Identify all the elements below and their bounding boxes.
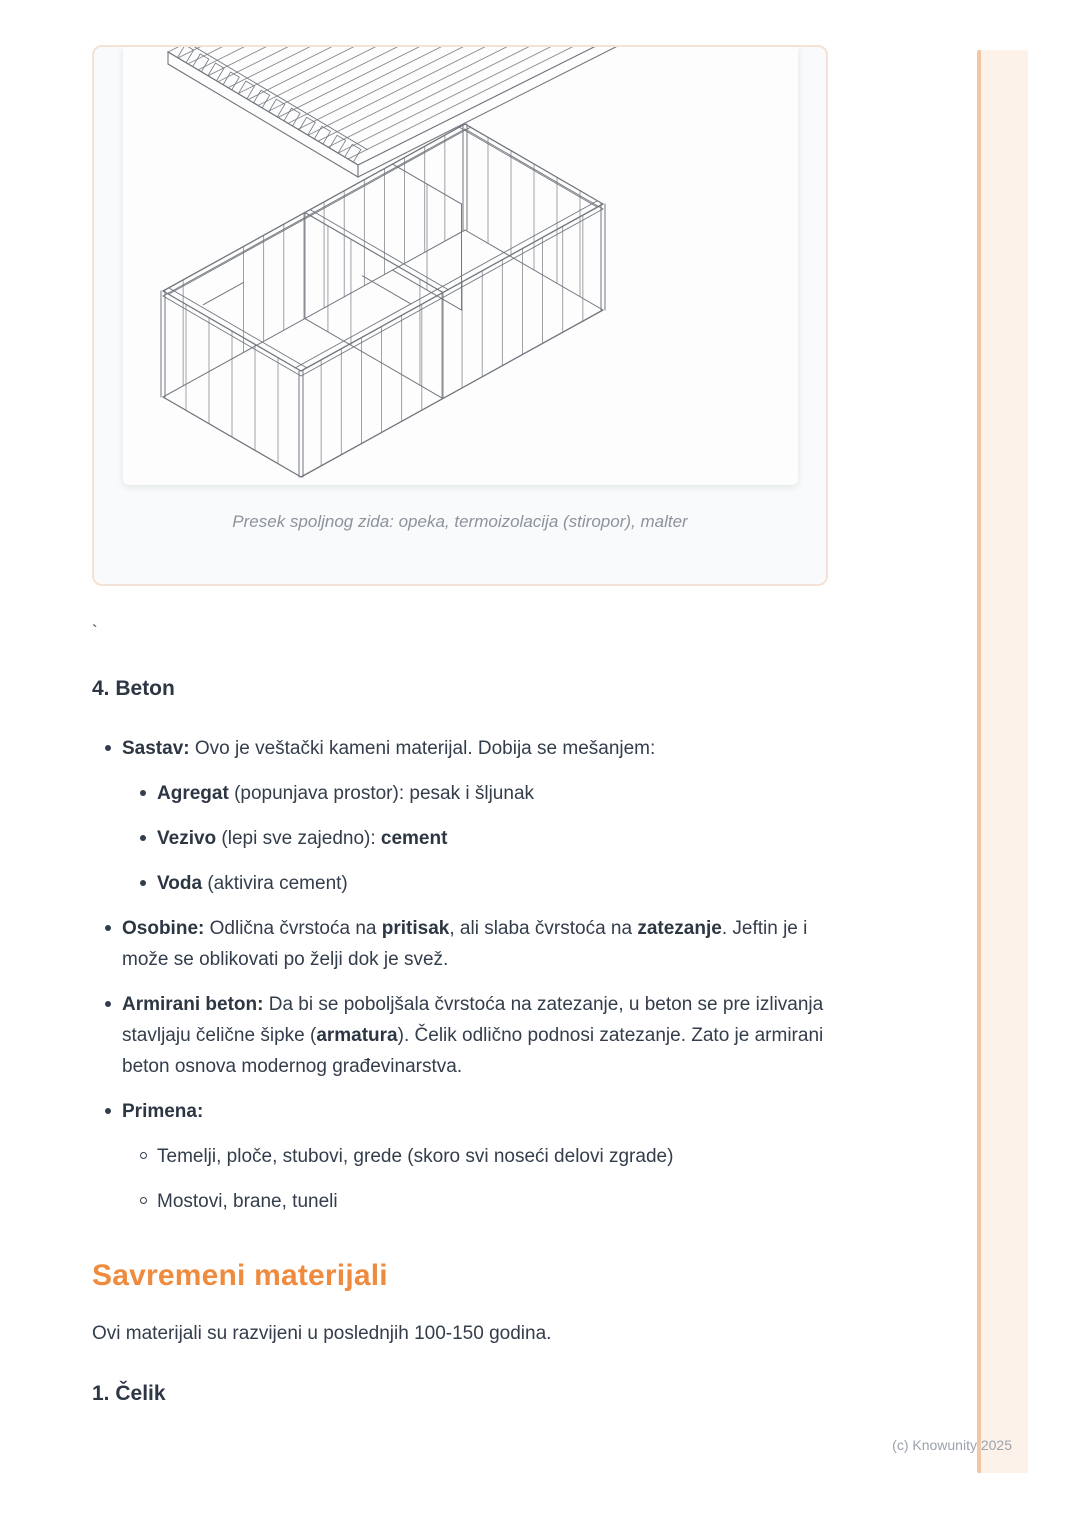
list-item-text: Primena: — [122, 1101, 204, 1122]
list-item — [157, 1141, 828, 1172]
list-item-text: Vezivo (lepi sve zajedno): cement — [157, 828, 448, 849]
bullet-marker — [140, 790, 146, 796]
bullet-marker — [140, 1197, 147, 1204]
list-item — [157, 823, 828, 854]
list-item-text: Agregat (popunjava prostor): pesak i šljunak — [157, 783, 535, 804]
bullet-marker — [105, 1108, 111, 1114]
bullet-marker — [140, 1152, 147, 1159]
list-item — [122, 733, 828, 899]
list-item-text: Mostovi, brane, tuneli — [157, 1191, 338, 1212]
isometric-frame-drawing — [123, 47, 798, 485]
savremeni-intro: Ovi materijali su razvijeni u poslednjih 100-150 godina. — [92, 1323, 552, 1344]
savremeni-heading: Savremeni materijali — [92, 1259, 388, 1292]
list-item — [157, 1186, 828, 1217]
list-item-text: Armirani beton: Da bi se poboljšala čvrstoća na zatezanje, u beton se pre izlivanja stavljaju čelične šipke (armatura). Čelik odlično podnosi zatezanje. Zato je armirani beton osnova modernog građevinarstva. — [122, 994, 824, 1077]
document-content — [92, 45, 828, 1406]
list-item — [122, 989, 828, 1082]
list-item — [122, 913, 828, 975]
frame-structure-illustration — [123, 47, 798, 485]
list-item — [122, 1096, 828, 1217]
beton-list — [92, 733, 828, 1217]
figure-caption: Presek spoljnog zida: opeka, termoizolacija (stiropor), malter — [232, 512, 688, 531]
bullet-marker — [140, 835, 146, 841]
list-item-text: Voda (aktivira cement) — [157, 873, 348, 894]
bullet-marker — [105, 1001, 111, 1007]
list-item — [157, 778, 828, 809]
stray-backtick: ` — [92, 622, 98, 641]
bullet-marker — [105, 745, 111, 751]
list-item-text: Temelji, ploče, stubovi, grede (skoro svi noseći delovi zgrade) — [157, 1146, 674, 1167]
celik-heading: 1. Čelik — [92, 1382, 166, 1405]
bullet-marker — [105, 925, 111, 931]
side-accent-panel — [977, 50, 1028, 1473]
figure-card — [92, 45, 828, 586]
list-item-text: Sastav: Ovo je veštački kameni materijal. Dobija se mešanjem: — [122, 738, 656, 759]
bullet-marker — [140, 880, 146, 886]
nested-list — [122, 778, 828, 899]
beton-heading: 4. Beton — [92, 677, 175, 700]
list-item — [157, 868, 828, 899]
copyright-notice: (c) Knowunity 2025 — [892, 1437, 1012, 1453]
nested-list — [122, 1141, 828, 1217]
list-item-text: Osobine: Odlična čvrstoća na pritisak, ali slaba čvrstoća na zatezanje. Jeftin je i može se oblikovati po želji dok je svež. — [122, 918, 808, 970]
